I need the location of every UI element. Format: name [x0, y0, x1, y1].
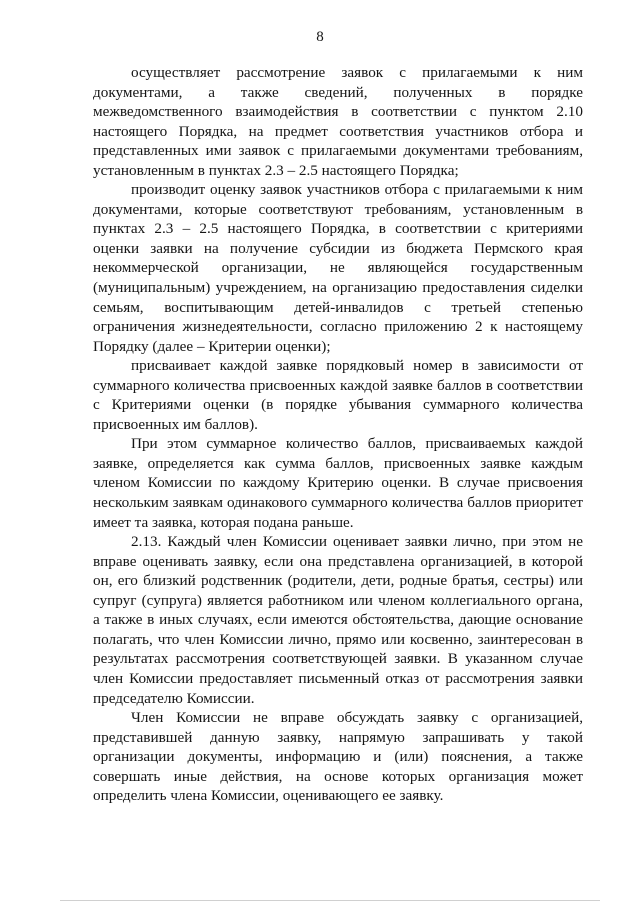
document-body: [93, 63, 583, 806]
paragraph-total-points: При этом суммарное количество баллов, присваиваемых каждой заявке, определяется как сумма баллов, присвоенных заявке каждым членом Комиссии по каждому Критерию оценки. В случае присвоения нескольким заявкам одинакового суммарного количества баллов приоритет имеет та заявка, которая подана раньше.: [93, 435, 583, 531]
paragraph-evaluate-applications: производит оценку заявок участников отбора с прилагаемыми к ним документами, которые соответствуют требованиям, установленным в пунктах 2.3 – 2.5 настоящего Порядка, в соответствии с критериями оценки заявки на получение субсидии из бюджета Пермского края некоммерческой организации, не являющейся государственным (муниципальным) учреждением, на организацию предоставления сиделки семьям, воспитывающим детей-инвалидов с третьей степенью ограничения жизнедеятельности, согласно приложению 2 к настоящему Порядку (далее – Критерии оценки);: [93, 181, 583, 355]
page-number: 8: [316, 29, 324, 45]
bottom-edge-line: [60, 900, 600, 901]
paragraph-member-restrictions: Член Комиссии не вправе обсуждать заявку с организацией, представившей данную заявку, напрямую запрашивать у такой организации документы, информацию и (или) пояснения, а также совершать иные действия, на основе которых организация может определить члена Комиссии, оценивающего ее заявку.: [93, 709, 583, 805]
paragraph-clause-2-13: 2.13. Каждый член Комиссии оценивает заявки лично, при этом не вправе оценивать заявку, если она представлена организацией, в которой он, его близкий родственник (родители, дети, родные братья, сестры) или супруг (супруга) является работником или членом коллегиального органа, а также в иных случаях, если имеются обстоятельства, дающие основание полагать, что член Комиссии лично, прямо или косвенно, заинтересован в результатах рассмотрения соответствующей заявки. В указанном случае член Комиссии предоставляет письменный отказ от рассмотрения заявки председателю Комиссии.: [93, 533, 583, 707]
paragraph-assign-number: присваивает каждой заявке порядковый номер в зависимости от суммарного количества присвоенных каждой заявке баллов в соответствии с Критериями оценки (в порядке убывания суммарного количества присвоенных им баллов).: [93, 357, 583, 433]
paragraph-review-applications: осуществляет рассмотрение заявок с прилагаемыми к ним документами, а также сведений, полученных в порядке межведомственного взаимодействия в соответствии с пунктом 2.10 настоящего Порядка, на предмет соответствия участников отбора и представленных ими заявок с прилагаемыми документами требованиям, установленным в пунктах 2.3 – 2.5 настоящего Порядка;: [93, 64, 583, 179]
